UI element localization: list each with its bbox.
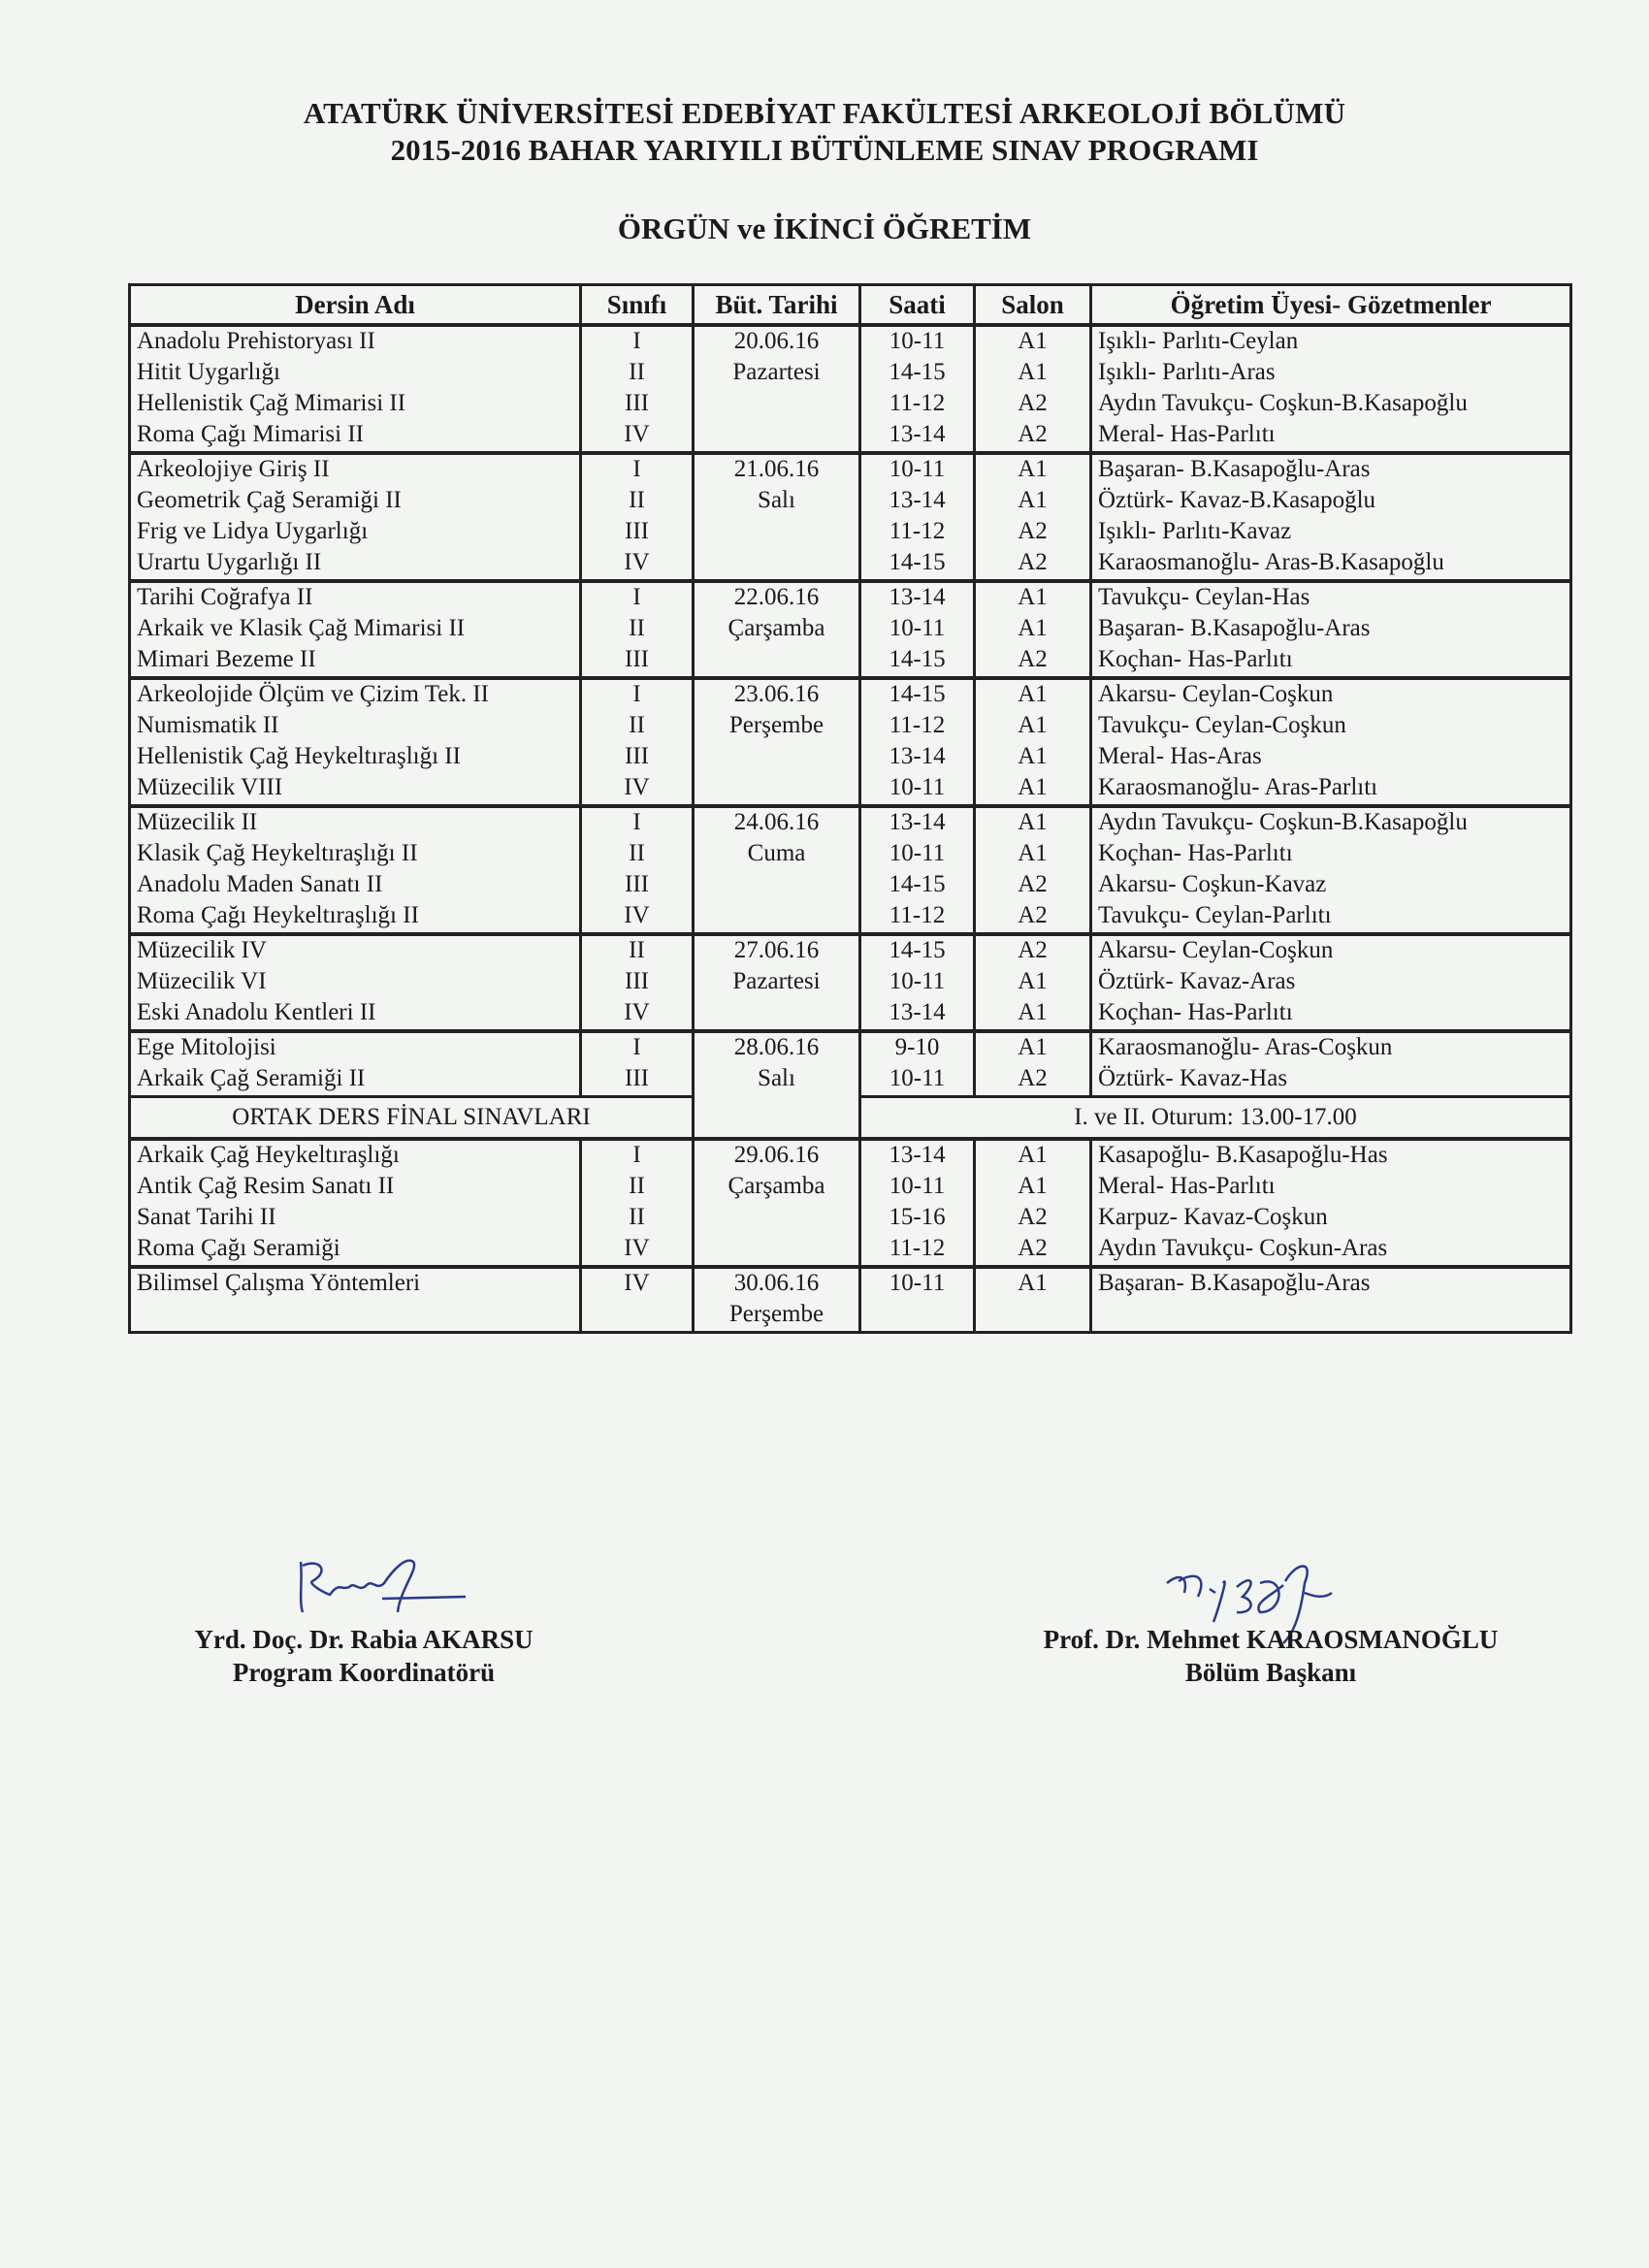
course-cell: Antik Çağ Resim Sanatı II bbox=[130, 1172, 581, 1203]
day-cell: Çarşamba bbox=[694, 614, 860, 645]
table-row bbox=[130, 870, 1571, 901]
course-cell bbox=[130, 1300, 581, 1333]
course-cell: Klasik Çağ Heykeltıraşlığı II bbox=[130, 839, 581, 870]
date-group bbox=[130, 934, 1571, 1031]
coordinator-signature-block bbox=[165, 1623, 563, 1689]
time-cell: 11-12 bbox=[860, 389, 975, 420]
course-cell: Eski Anadolu Kentleri II bbox=[130, 998, 581, 1031]
table-header bbox=[130, 285, 1571, 326]
table-row bbox=[130, 806, 1571, 839]
staff-cell: Aydın Tavukçu- Coşkun-Aras bbox=[1091, 1234, 1571, 1267]
staff-cell: Akarsu- Coşkun-Kavaz bbox=[1091, 870, 1571, 901]
university-title: ATATÜRK ÜNİVERSİTESİ EDEBİYAT FAKÜLTESİ ARKEOLOJİ BÖLÜMÜ bbox=[303, 96, 1346, 130]
room-cell: A2 bbox=[975, 645, 1091, 678]
time-cell: 10-11 bbox=[860, 1172, 975, 1203]
course-cell: Müzecilik II bbox=[130, 806, 581, 839]
column-header-time: Saati bbox=[860, 285, 975, 326]
course-cell: Hellenistik Çağ Mimarisi II bbox=[130, 389, 581, 420]
day-cell: Pazartesi bbox=[694, 358, 860, 389]
staff-cell: Karpuz- Kavaz-Coşkun bbox=[1091, 1203, 1571, 1234]
day-cell: Perşembe bbox=[694, 711, 860, 742]
course-cell: Arkeolojide Ölçüm ve Çizim Tek. II bbox=[130, 678, 581, 711]
coordinator-role: Program Koordinatörü bbox=[232, 1658, 496, 1687]
time-cell: 13-14 bbox=[860, 486, 975, 517]
room-cell: A1 bbox=[975, 581, 1091, 614]
coordinator-name: Yrd. Doç. Dr. Rabia AKARSU bbox=[194, 1625, 534, 1654]
class-cell: IV bbox=[581, 420, 694, 453]
course-cell: Bilimsel Çalışma Yöntemleri bbox=[130, 1267, 581, 1300]
date-cell: 23.06.16 bbox=[694, 678, 860, 711]
day-cell: Salı bbox=[694, 1064, 860, 1097]
room-cell: A2 bbox=[975, 517, 1091, 548]
time-cell: 10-11 bbox=[860, 1064, 975, 1097]
time-cell: 14-15 bbox=[860, 645, 975, 678]
class-cell: IV bbox=[581, 998, 694, 1031]
class-cell: I bbox=[581, 325, 694, 358]
room-cell: A2 bbox=[975, 389, 1091, 420]
time-cell: 10-11 bbox=[860, 453, 975, 486]
class-cell: II bbox=[581, 1172, 694, 1203]
time-cell: 11-12 bbox=[860, 901, 975, 934]
course-cell: Frig ve Lidya Uygarlığı bbox=[130, 517, 581, 548]
class-cell: II bbox=[581, 1203, 694, 1234]
table-row bbox=[130, 1203, 1571, 1234]
staff-cell: Meral- Has-Aras bbox=[1091, 742, 1571, 773]
staff-cell: Işıklı- Parlıtı-Aras bbox=[1091, 358, 1571, 389]
table-row bbox=[130, 1172, 1571, 1203]
class-cell: II bbox=[581, 711, 694, 742]
staff-cell: Öztürk- Kavaz-Has bbox=[1091, 1064, 1571, 1097]
education-type-title: ÖRGÜN ve İKİNCİ ÖĞRETİM bbox=[617, 211, 1032, 245]
column-header-class: Sınıfı bbox=[581, 285, 694, 326]
room-cell: A1 bbox=[975, 806, 1091, 839]
document-header bbox=[0, 95, 1649, 169]
time-cell: 13-14 bbox=[860, 581, 975, 614]
class-cell: IV bbox=[581, 548, 694, 581]
date-group bbox=[130, 325, 1571, 453]
course-cell: Roma Çağı Seramiği bbox=[130, 1234, 581, 1267]
time-cell: 13-14 bbox=[860, 806, 975, 839]
room-cell: A1 bbox=[975, 614, 1091, 645]
day-cell: Salı bbox=[694, 486, 860, 517]
staff-cell: Akarsu- Ceylan-Coşkun bbox=[1091, 678, 1571, 711]
room-cell: A2 bbox=[975, 870, 1091, 901]
staff-cell: Karaosmanoğlu- Aras-Parlıtı bbox=[1091, 773, 1571, 806]
common-exams-row bbox=[130, 1097, 1571, 1140]
room-cell: A1 bbox=[975, 1031, 1091, 1064]
table-row bbox=[130, 1267, 1571, 1300]
room-cell: A2 bbox=[975, 934, 1091, 967]
column-header-staff: Öğretim Üyesi- Gözetmenler bbox=[1091, 285, 1571, 326]
date-cell: 27.06.16 bbox=[694, 934, 860, 967]
date-group bbox=[130, 453, 1571, 581]
staff-cell: Koçhan- Has-Parlıtı bbox=[1091, 645, 1571, 678]
staff-cell: Akarsu- Ceylan-Coşkun bbox=[1091, 934, 1571, 967]
table-row bbox=[130, 581, 1571, 614]
date-cell: 28.06.16 bbox=[694, 1031, 860, 1064]
table-row bbox=[130, 1300, 1571, 1333]
date-group bbox=[130, 1267, 1571, 1333]
course-cell: Geometrik Çağ Seramiği II bbox=[130, 486, 581, 517]
date-cell: 21.06.16 bbox=[694, 453, 860, 486]
class-cell: III bbox=[581, 517, 694, 548]
department-head-signature-block bbox=[1009, 1623, 1533, 1689]
room-cell: A1 bbox=[975, 358, 1091, 389]
room-cell: A1 bbox=[975, 773, 1091, 806]
course-cell: Sanat Tarihi II bbox=[130, 1203, 581, 1234]
class-cell: IV bbox=[581, 1267, 694, 1300]
class-cell: II bbox=[581, 934, 694, 967]
table-row bbox=[130, 742, 1571, 773]
table-row bbox=[130, 1139, 1571, 1172]
room-cell: A1 bbox=[975, 486, 1091, 517]
staff-cell: Karaosmanoğlu- Aras-Coşkun bbox=[1091, 1031, 1571, 1064]
time-cell: 10-11 bbox=[860, 839, 975, 870]
staff-cell: Başaran- B.Kasapoğlu-Aras bbox=[1091, 1267, 1571, 1300]
department-head-name: Prof. Dr. Mehmet KARAOSMANOĞLU bbox=[1043, 1625, 1499, 1654]
course-cell: Arkaik ve Klasik Çağ Mimarisi II bbox=[130, 614, 581, 645]
time-cell: 13-14 bbox=[860, 998, 975, 1031]
room-cell: A2 bbox=[975, 1234, 1091, 1267]
staff-cell: Koçhan- Has-Parlıtı bbox=[1091, 839, 1571, 870]
time-cell: 13-14 bbox=[860, 420, 975, 453]
staff-cell bbox=[1091, 1300, 1571, 1333]
program-title: 2015-2016 BAHAR YARIYILI BÜTÜNLEME SINAV PROGRAMI bbox=[390, 133, 1259, 167]
time-cell: 11-12 bbox=[860, 517, 975, 548]
class-cell bbox=[581, 1300, 694, 1333]
date-cell: 29.06.16 bbox=[694, 1139, 860, 1172]
time-cell: 10-11 bbox=[860, 773, 975, 806]
day-cell: Pazartesi bbox=[694, 967, 860, 998]
staff-cell: Kasapoğlu- B.Kasapoğlu-Has bbox=[1091, 1139, 1571, 1172]
date-group bbox=[130, 581, 1571, 678]
class-cell: II bbox=[581, 486, 694, 517]
table-row bbox=[130, 1031, 1571, 1064]
staff-cell: Öztürk- Kavaz-B.Kasapoğlu bbox=[1091, 486, 1571, 517]
class-cell: II bbox=[581, 358, 694, 389]
table-row bbox=[130, 839, 1571, 870]
course-cell: Ege Mitolojisi bbox=[130, 1031, 581, 1064]
table-row bbox=[130, 967, 1571, 998]
class-cell: III bbox=[581, 645, 694, 678]
class-cell: I bbox=[581, 1031, 694, 1064]
table-row bbox=[130, 453, 1571, 486]
room-cell: A1 bbox=[975, 1267, 1091, 1300]
staff-cell: Işıklı- Parlıtı-Ceylan bbox=[1091, 325, 1571, 358]
column-header-room: Salon bbox=[975, 285, 1091, 326]
staff-cell: Karaosmanoğlu- Aras-B.Kasapoğlu bbox=[1091, 548, 1571, 581]
time-cell: 14-15 bbox=[860, 870, 975, 901]
staff-cell: Başaran- B.Kasapoğlu-Aras bbox=[1091, 453, 1571, 486]
column-header-date: Büt. Tarihi bbox=[694, 285, 860, 326]
class-cell: III bbox=[581, 1064, 694, 1097]
common-exams-label: ORTAK DERS FİNAL SINAVLARI bbox=[130, 1097, 694, 1140]
course-cell: Tarihi Coğrafya II bbox=[130, 581, 581, 614]
class-cell: III bbox=[581, 389, 694, 420]
staff-cell: Tavukçu- Ceylan-Coşkun bbox=[1091, 711, 1571, 742]
room-cell: A2 bbox=[975, 548, 1091, 581]
room-cell: A1 bbox=[975, 325, 1091, 358]
table-row bbox=[130, 358, 1571, 389]
staff-cell: Başaran- B.Kasapoğlu-Aras bbox=[1091, 614, 1571, 645]
time-cell: 13-14 bbox=[860, 1139, 975, 1172]
room-cell: A2 bbox=[975, 1064, 1091, 1097]
day-cell: Cuma bbox=[694, 839, 860, 870]
department-head-role: Bölüm Başkanı bbox=[1184, 1658, 1357, 1687]
day-cell: Çarşamba bbox=[694, 1172, 860, 1203]
date-group bbox=[130, 806, 1571, 934]
date-cell-empty bbox=[694, 1097, 860, 1140]
course-cell: Hellenistik Çağ Heykeltıraşlığı II bbox=[130, 742, 581, 773]
time-cell: 14-15 bbox=[860, 358, 975, 389]
time-cell bbox=[860, 1300, 975, 1333]
time-cell: 10-11 bbox=[860, 967, 975, 998]
staff-cell: Aydın Tavukçu- Coşkun-B.Kasapoğlu bbox=[1091, 806, 1571, 839]
time-cell: 14-15 bbox=[860, 548, 975, 581]
course-cell: Müzecilik VI bbox=[130, 967, 581, 998]
class-cell: I bbox=[581, 806, 694, 839]
course-cell: Roma Çağı Heykeltıraşlığı II bbox=[130, 901, 581, 934]
table-row bbox=[130, 548, 1571, 581]
class-cell: I bbox=[581, 581, 694, 614]
time-cell: 10-11 bbox=[860, 1267, 975, 1300]
staff-cell: Aydın Tavukçu- Coşkun-B.Kasapoğlu bbox=[1091, 389, 1571, 420]
room-cell: A1 bbox=[975, 998, 1091, 1031]
room-cell: A1 bbox=[975, 742, 1091, 773]
class-cell: III bbox=[581, 742, 694, 773]
date-group bbox=[130, 1139, 1571, 1267]
day-cell: Perşembe bbox=[694, 1300, 860, 1333]
course-cell: Anadolu Maden Sanatı II bbox=[130, 870, 581, 901]
date-cell-empty bbox=[694, 1234, 860, 1267]
staff-cell: Tavukçu- Ceylan-Parlıtı bbox=[1091, 901, 1571, 934]
date-cell-empty bbox=[694, 870, 860, 901]
table-row bbox=[130, 998, 1571, 1031]
date-cell-empty bbox=[694, 389, 860, 420]
table-row bbox=[130, 420, 1571, 453]
class-cell: IV bbox=[581, 773, 694, 806]
time-cell: 11-12 bbox=[860, 1234, 975, 1267]
time-cell: 10-11 bbox=[860, 614, 975, 645]
staff-cell: Işıklı- Parlıtı-Kavaz bbox=[1091, 517, 1571, 548]
date-cell-empty bbox=[694, 1203, 860, 1234]
class-cell: II bbox=[581, 614, 694, 645]
table-row bbox=[130, 934, 1571, 967]
course-cell: Roma Çağı Mimarisi II bbox=[130, 420, 581, 453]
room-cell: A2 bbox=[975, 420, 1091, 453]
class-cell: II bbox=[581, 839, 694, 870]
room-cell: A1 bbox=[975, 1172, 1091, 1203]
table-row bbox=[130, 1064, 1571, 1097]
room-cell: A1 bbox=[975, 967, 1091, 998]
date-cell-empty bbox=[694, 548, 860, 581]
room-cell: A2 bbox=[975, 1203, 1091, 1234]
date-cell-empty bbox=[694, 998, 860, 1031]
course-cell: Arkeolojiye Giriş II bbox=[130, 453, 581, 486]
date-cell: 30.06.16 bbox=[694, 1267, 860, 1300]
course-cell: Urartu Uygarlığı II bbox=[130, 548, 581, 581]
room-cell bbox=[975, 1300, 1091, 1333]
table-row bbox=[130, 1234, 1571, 1267]
room-cell: A1 bbox=[975, 1139, 1091, 1172]
date-group bbox=[130, 678, 1571, 806]
table-row bbox=[130, 773, 1571, 806]
course-cell: Müzecilik VIII bbox=[130, 773, 581, 806]
staff-cell: Koçhan- Has-Parlıtı bbox=[1091, 998, 1571, 1031]
time-cell: 13-14 bbox=[860, 742, 975, 773]
room-cell: A2 bbox=[975, 901, 1091, 934]
date-cell: 20.06.16 bbox=[694, 325, 860, 358]
common-exams-session: I. ve II. Oturum: 13.00-17.00 bbox=[860, 1097, 1571, 1140]
time-cell: 15-16 bbox=[860, 1203, 975, 1234]
table-row bbox=[130, 389, 1571, 420]
course-cell: Arkaik Çağ Seramiği II bbox=[130, 1064, 581, 1097]
date-cell: 22.06.16 bbox=[694, 581, 860, 614]
table-row bbox=[130, 486, 1571, 517]
table-row bbox=[130, 711, 1571, 742]
staff-cell: Öztürk- Kavaz-Aras bbox=[1091, 967, 1571, 998]
exam-schedule-table bbox=[128, 283, 1572, 1334]
table-row bbox=[130, 614, 1571, 645]
course-cell: Müzecilik IV bbox=[130, 934, 581, 967]
room-cell: A1 bbox=[975, 839, 1091, 870]
date-cell-empty bbox=[694, 645, 860, 678]
room-cell: A1 bbox=[975, 678, 1091, 711]
course-cell: Mimari Bezeme II bbox=[130, 645, 581, 678]
time-cell: 14-15 bbox=[860, 678, 975, 711]
staff-cell: Meral- Has-Parlıtı bbox=[1091, 420, 1571, 453]
course-cell: Anadolu Prehistoryası II bbox=[130, 325, 581, 358]
class-cell: III bbox=[581, 967, 694, 998]
column-header-course: Dersin Adı bbox=[130, 285, 581, 326]
time-cell: 11-12 bbox=[860, 711, 975, 742]
date-cell-empty bbox=[694, 773, 860, 806]
staff-cell: Tavukçu- Ceylan-Has bbox=[1091, 581, 1571, 614]
table-row bbox=[130, 645, 1571, 678]
course-cell: Numismatik II bbox=[130, 711, 581, 742]
time-cell: 14-15 bbox=[860, 934, 975, 967]
class-cell: I bbox=[581, 1139, 694, 1172]
table-row bbox=[130, 678, 1571, 711]
room-cell: A1 bbox=[975, 711, 1091, 742]
date-cell-empty bbox=[694, 420, 860, 453]
class-cell: I bbox=[581, 453, 694, 486]
table-row bbox=[130, 901, 1571, 934]
staff-cell: Meral- Has-Parlıtı bbox=[1091, 1172, 1571, 1203]
time-cell: 9-10 bbox=[860, 1031, 975, 1064]
class-cell: I bbox=[581, 678, 694, 711]
time-cell: 10-11 bbox=[860, 325, 975, 358]
date-cell-empty bbox=[694, 742, 860, 773]
table-row bbox=[130, 517, 1571, 548]
class-cell: III bbox=[581, 870, 694, 901]
date-cell: 24.06.16 bbox=[694, 806, 860, 839]
course-cell: Arkaik Çağ Heykeltıraşlığı bbox=[130, 1139, 581, 1172]
date-group bbox=[130, 1031, 1571, 1139]
table-row bbox=[130, 325, 1571, 358]
class-cell: IV bbox=[581, 1234, 694, 1267]
date-cell-empty bbox=[694, 517, 860, 548]
class-cell: IV bbox=[581, 901, 694, 934]
course-cell: Hitit Uygarlığı bbox=[130, 358, 581, 389]
date-cell-empty bbox=[694, 901, 860, 934]
room-cell: A1 bbox=[975, 453, 1091, 486]
